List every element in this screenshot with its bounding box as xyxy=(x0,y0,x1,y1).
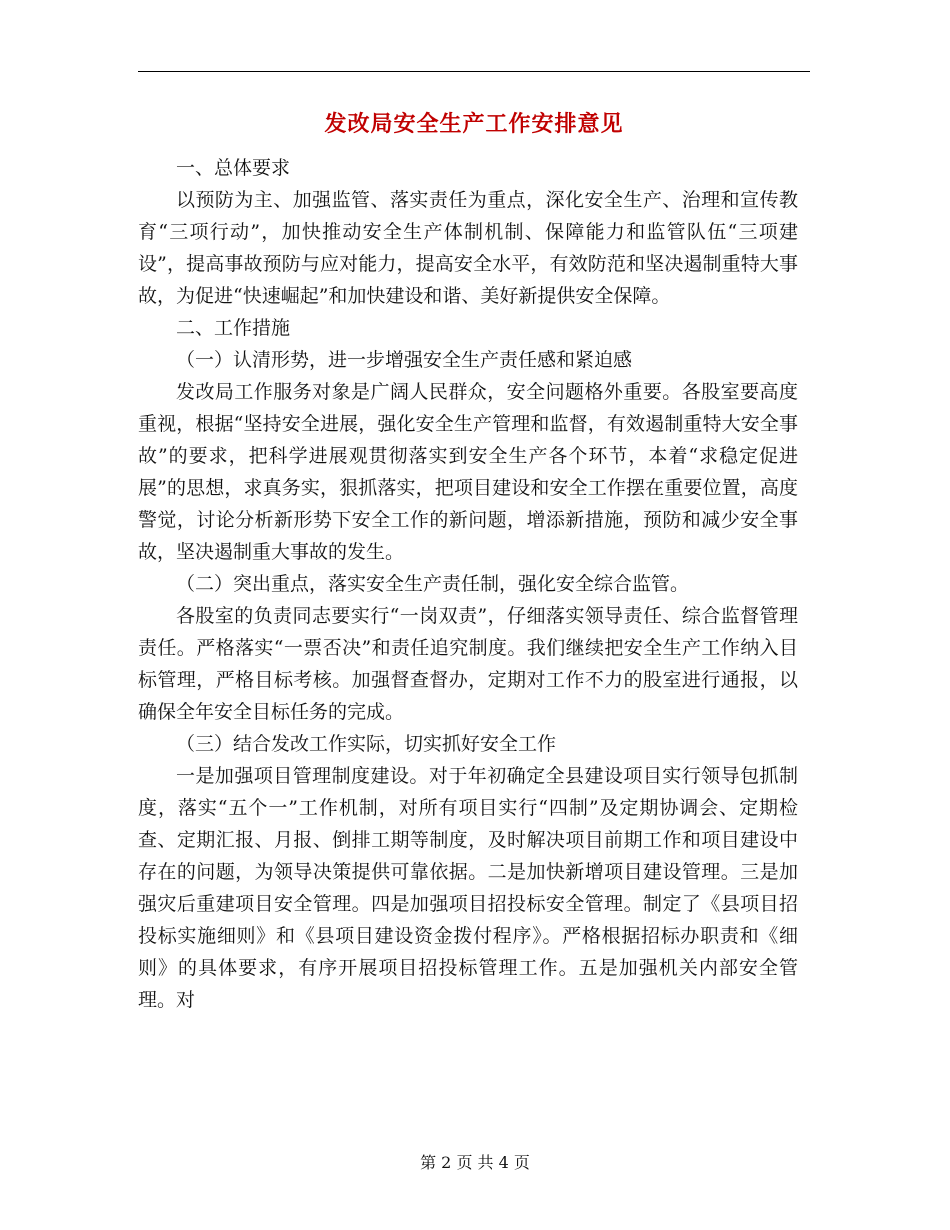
paragraph-2: 各股室的负责同志要实行“一岗双责”，仔细落实领导责任、综合监督管理责任。严格落实“一票否决”和责任追究制度。我们继续把安全生产工作纳入目标管理，严格目标考核。加强督查督办，定期对工作不力的股室进行通报，以确保全年安全目标任务的完成。 xyxy=(138,605,798,723)
paragraph-1: 发改局工作服务对象是广阔人民群众，安全问题格外重要。各股室要高度重视，根据“坚持安全进展，强化安全生产管理和监督，有效遏制重特大安全事故”的要求，把科学进展观贯彻落实到安全生产各个环节，本着“求稳定促进展”的思想，求真务实，狠抓落实，把项目建设和安全工作摆在重要位置，高度警觉，讨论分析新形势下安全工作的新问题，增添新措施，预防和减少安全事故，坚决遏制重大事故的发生。 xyxy=(138,381,798,563)
page-number: 第 2 页 共 4 页 xyxy=(420,1153,530,1172)
heading-overall-requirements: 一、总体要求 xyxy=(176,157,291,179)
document-title: 发改局安全生产工作安排意见 xyxy=(324,112,624,137)
subheading-2: （二）突出重点，落实安全生产责任制，强化安全综合监管。 xyxy=(176,573,690,595)
header-rule xyxy=(138,71,810,72)
subheading-3: （三）结合发改工作实际，切实抓好安全工作 xyxy=(176,733,557,755)
subheading-1: （一）认清形势，进一步增强安全生产责任感和紧迫感 xyxy=(176,349,633,371)
paragraph-3: 一是加强项目管理制度建设。对于年初确定全县建设项目实行领导包抓制度，落实“五个一”工作机制，对所有项目实行“四制”及定期协调会、定期检查、定期汇报、月报、倒排工期等制度，及时解决项目前期工作和项目建设中存在的问题，为领导决策提供可靠依据。二是加快新增项目建设管理。三是加强灾后重建项目安全管理。四是加强项目招投标安全管理。制定了《县项目招投标实施细则》和《县项目建设资金拨付程序》。严格根据招标办职责和《细则》的具体要求，有序开展项目招投标管理工作。五是加强机关内部安全管理。对 xyxy=(138,765,798,1011)
paragraph-overall-requirements: 以预防为主、加强监管、落实责任为重点，深化安全生产、治理和宣传教育“三项行动”，加快推动安全生产体制机制、保障能力和监管队伍“三项建设”，提高事故预防与应对能力，提高安全水平，有效防范和坚决遏制重特大事故，为促进“快速崛起”和加快建设和谐、美好新提供安全保障。 xyxy=(138,189,798,307)
document-body xyxy=(138,152,798,1016)
heading-work-measures: 二、工作措施 xyxy=(176,317,291,339)
